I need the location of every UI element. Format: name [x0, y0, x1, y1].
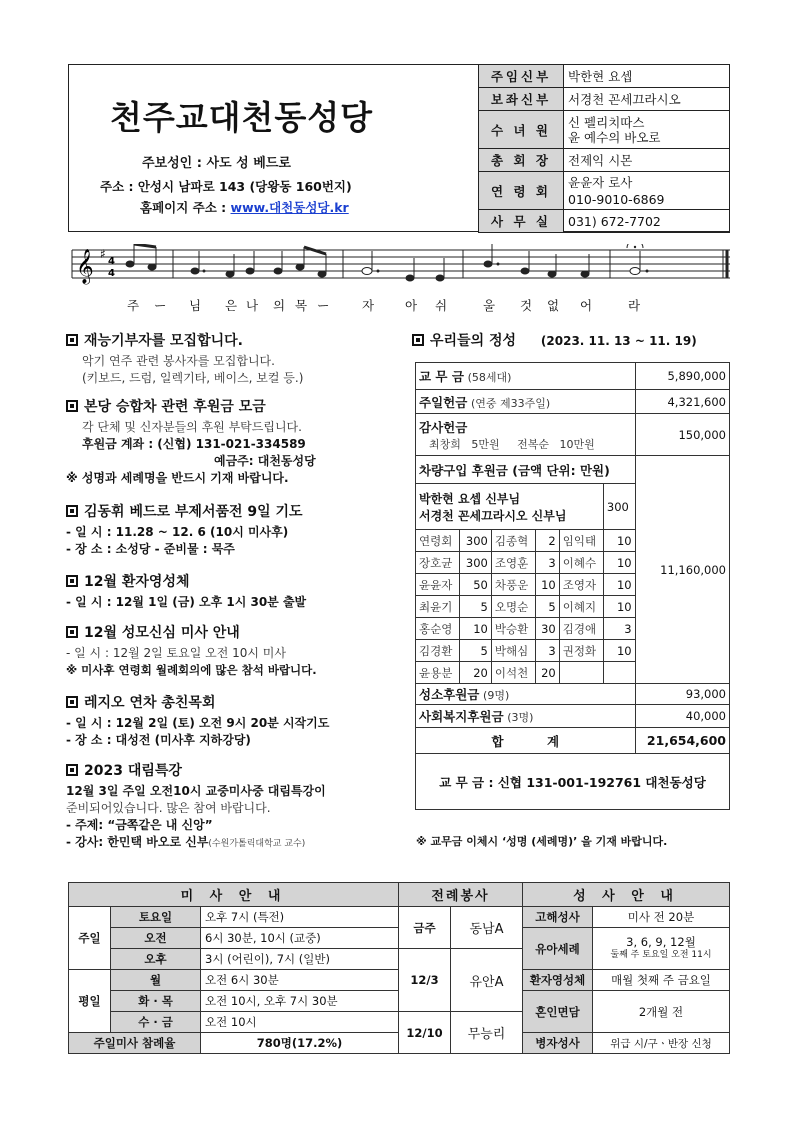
donor-amount: 2 — [536, 530, 560, 552]
donor-amount: 30 — [536, 618, 560, 640]
donor-name: 이혜지 — [559, 596, 603, 618]
notice-line: - 일 시 : 11.28 ~ 12. 6 (10시 미사후) — [66, 525, 289, 539]
notice-line: ※ 성명과 세례명을 반드시 기재 바랍니다. — [66, 471, 289, 485]
notice-sick-communion — [66, 571, 406, 611]
row-note: 최창희 5만원 전복순 10만원 — [429, 437, 595, 451]
staff-role: 주임신부 — [479, 65, 564, 88]
donor-amount: 3 — [536, 552, 560, 574]
notice-line: ※ 미사후 연령회 월례회의에 많은 참석 바랍니다. — [66, 663, 317, 677]
donor-amount: 20 — [536, 662, 560, 684]
sacrament-name: 혼인면담 — [523, 991, 593, 1033]
donor-name: 홍순영 — [416, 618, 460, 640]
notice-line: - 일 시 : 12월 2일 토요일 오전 10시 미사 — [66, 646, 286, 660]
mass-time: 오전 10시, 오후 7시 30분 — [201, 991, 399, 1012]
donor-name: 박승환 — [491, 618, 535, 640]
parish-title: 천주교대천동성당 — [110, 98, 374, 137]
notice-line: 12월 3일 주일 오전10시 교중미사중 대림특강이 — [66, 784, 326, 798]
offering-heading — [412, 330, 732, 353]
staff-role: 총 회 장 — [479, 149, 564, 172]
mass-time: 6시 30분, 10시 (교중) — [201, 928, 399, 949]
sacrament-detail: 위급 시/구ㆍ반장 신청 — [593, 1033, 730, 1054]
lyric: 목 — [295, 298, 308, 313]
row-note: (58세대) — [467, 371, 512, 384]
lyric: 것 — [520, 298, 533, 313]
total-amount: 21,654,600 — [635, 728, 729, 754]
donor-name: 연령회 — [416, 530, 460, 552]
sacrament-detail: 둘째 주 토요일 오전 11시 — [610, 949, 712, 960]
notice-title: 12월 성모신심 미사 안내 — [84, 625, 240, 641]
staff-name: 031) 672-7702 — [564, 210, 730, 233]
lyric: 쉬 — [435, 298, 448, 313]
lyric: ー — [317, 298, 330, 313]
checkbox-square-icon — [66, 334, 78, 346]
donor-amount: 10 — [603, 640, 635, 662]
notice-title: 재능기부자를 모집합니다. — [84, 333, 243, 349]
notice-van — [66, 396, 406, 487]
donor-amount: 20 — [460, 662, 492, 684]
lyric: 은 — [225, 298, 238, 313]
lyric: 울 — [483, 298, 496, 313]
priest-amount: 300 — [603, 484, 635, 530]
donor-name: 최윤기 — [416, 596, 460, 618]
sacrament-name: 병자성사 — [523, 1033, 593, 1054]
offering-title: 우리들의 정성 — [430, 333, 517, 349]
mass-header: 미 사 안 내 — [69, 883, 399, 907]
checkbox-square-icon — [412, 334, 424, 346]
lyric: 아 — [405, 298, 418, 313]
mass-time: 오전 6시 30분 — [201, 970, 399, 991]
donor-name: 김경애 — [559, 618, 603, 640]
staff-name: 전제익 시몬 — [564, 149, 730, 172]
donor-name: 김경환 — [416, 640, 460, 662]
notice-title: 본당 승합차 관련 후원금 모금 — [84, 399, 266, 415]
notice-line: 각 단체 및 신자분들의 후원 부탁드립니다. — [82, 420, 302, 434]
donor-amount: 50 — [460, 574, 492, 596]
homepage: 홈페이지 주소 : www.대천동성당.kr — [140, 200, 349, 215]
sacrament-name: 환자영성체 — [523, 970, 593, 991]
mass-slot: 토요일 — [111, 907, 201, 928]
homepage-link[interactable]: www.대천동성당.kr — [230, 200, 349, 215]
sunday-label: 주일 — [69, 907, 111, 970]
donor-amount: 10 — [603, 574, 635, 596]
donor-amount: 10 — [460, 618, 492, 640]
row-label: 사회복지후원금 — [419, 709, 504, 724]
notice-line: - 일 시 : 12월 2일 (토) 오전 9시 20분 시작기도 — [66, 716, 330, 730]
donor-name: 조영자 — [559, 574, 603, 596]
donor-name: 차풍운 — [491, 574, 535, 596]
speaker-note: (수원가톨릭대학교 교수) — [208, 839, 306, 849]
serve-date: 12/3 — [399, 949, 451, 1012]
staff-role: 연 령 회 — [479, 172, 564, 210]
mass-slot: 월 — [111, 970, 201, 991]
donor-amount: 5 — [460, 640, 492, 662]
priest-donor: 박한현 요셉 신부님 — [419, 491, 521, 506]
notice-line: (키보드, 드럼, 일렉기타, 베이스, 보컬 등.) — [82, 371, 304, 385]
lyric: 없 — [547, 298, 560, 313]
mass-time: 오전 10시 — [201, 1012, 399, 1033]
donor-name: 김종혁 — [491, 530, 535, 552]
offering-period: (2023. 11. 13 ~ 11. 19) — [540, 334, 697, 348]
vehicle-title: 차량구입 후원금 (금액 단위: 만원) — [416, 456, 636, 484]
checkbox-square-icon — [66, 626, 78, 638]
donor-amount: 10 — [603, 530, 635, 552]
notice-marian-mass — [66, 622, 406, 679]
serve-group: 동남A — [451, 907, 523, 949]
staff-name: 윤윤자 로사 — [568, 174, 633, 190]
checkbox-square-icon — [66, 696, 78, 708]
donor-amount: 5 — [460, 596, 492, 618]
checkbox-square-icon — [66, 575, 78, 587]
serve-date: 12/10 — [399, 1012, 451, 1054]
mass-slot: 화 · 목 — [111, 991, 201, 1012]
row-label: 감사헌금 — [419, 419, 468, 435]
notice-line: - 주제: “금쪽같은 내 신앙” — [66, 818, 213, 832]
notice-line: - 장 소 : 대성전 (미사후 지하강당) — [66, 733, 251, 747]
donor-amount: 300 — [460, 530, 492, 552]
treble-clef-icon: 𝄞 — [76, 249, 94, 284]
checkbox-square-icon — [66, 400, 78, 412]
donor-name: 윤윤자 — [416, 574, 460, 596]
row-note: (3명) — [507, 711, 534, 724]
donor-amount: 10 — [536, 574, 560, 596]
donor-name: 권정화 — [559, 640, 603, 662]
sacrament-name: 고해성사 — [523, 907, 593, 928]
notice-advent-lecture — [66, 760, 406, 853]
row-amount: 150,000 — [635, 414, 729, 456]
offering-table — [415, 362, 730, 810]
notice-title: 12월 환자영성체 — [84, 574, 190, 590]
notice-title: 김동휘 베드로 부제서품전 9일 기도 — [84, 504, 303, 520]
address: 주소 : 안성시 남파로 143 (당왕동 160번지) — [100, 179, 352, 194]
mass-slot: 오후 — [111, 949, 201, 970]
sacrament-detail: 미사 전 20분 — [593, 907, 730, 928]
row-amount: 93,000 — [635, 684, 729, 705]
svg-text:4: 4 — [108, 268, 115, 279]
row-amount: 5,890,000 — [635, 363, 729, 390]
notice-talent — [66, 330, 406, 387]
staff-name: 서경천 꼰세끄라시오 — [564, 88, 730, 111]
mass-time: 3시 (어린이), 7시 (일반) — [201, 949, 399, 970]
lyrics-line — [70, 296, 730, 316]
lyric: 자 — [362, 298, 375, 313]
mass-slot: 수 · 금 — [111, 1012, 201, 1033]
notice-line: - 일 시 : 12월 1일 (금) 오후 1시 30분 출발 — [66, 595, 307, 609]
donor-name: 이혜수 — [559, 552, 603, 574]
notice-line: - 장 소 : 소성당 - 준비물 : 묵주 — [66, 542, 235, 556]
donor-amount: 3 — [603, 618, 635, 640]
patron-saint: 주보성인 : 사도 성 베드로 — [142, 156, 291, 171]
weekday-label: 평일 — [69, 970, 111, 1033]
sacrament-detail: 매월 첫째 주 금요일 — [593, 970, 730, 991]
lyric: 어 — [580, 298, 593, 313]
donor-amount: 10 — [603, 552, 635, 574]
row-note: (9명) — [483, 689, 510, 702]
staff-name: 박한현 요셉 — [564, 65, 730, 88]
donor-amount: 10 — [603, 596, 635, 618]
vehicle-amount: 11,160,000 — [635, 456, 729, 684]
row-label: 성소후원금 — [419, 687, 480, 702]
lyric: 의 — [273, 298, 286, 313]
donor-name: 조영훈 — [491, 552, 535, 574]
notice-novena — [66, 501, 406, 558]
notice-line: 준비되어있습니다. 많은 참여 바랍니다. — [66, 801, 271, 815]
donor-amount: 5 — [536, 596, 560, 618]
lyric: 주 — [127, 298, 140, 313]
svg-text:♯: ♯ — [100, 247, 106, 261]
donor-name: 오명순 — [491, 596, 535, 618]
sacrament-detail: 2개월 전 — [593, 991, 730, 1033]
donor-name: 윤용분 — [416, 662, 460, 684]
staff-name: 윤 예수의 바오로 — [568, 129, 661, 145]
serve-header: 전례봉사 — [399, 883, 523, 907]
serve-group: 유안A — [451, 949, 523, 1012]
checkbox-square-icon — [66, 505, 78, 517]
lyric: 님 — [189, 298, 202, 313]
sacrament-header: 성 사 안 내 — [523, 883, 730, 907]
notice-legio — [66, 692, 406, 749]
notice-line: 악기 연주 관련 봉사자를 모집합니다. — [82, 354, 275, 368]
staff-role: 수 녀 원 — [479, 111, 564, 149]
serve-date: 금주 — [399, 907, 451, 949]
account-holder: 예금주: 대천동성당 — [214, 454, 316, 468]
priest-donor: 서경천 꼰세끄라시오 신부님 — [419, 508, 567, 523]
mass-schedule-table — [68, 882, 730, 1054]
donor-amount: 300 — [460, 552, 492, 574]
donor-amount: 3 — [536, 640, 560, 662]
row-label: 주일헌금 — [419, 394, 468, 410]
notice-line: - 강사: 한민택 바오로 신부 — [66, 835, 209, 849]
lyric: 라 — [628, 298, 641, 313]
notice-title: 레지오 연차 총친목회 — [84, 695, 216, 711]
staff-table — [478, 64, 730, 233]
donor-name: 이석천 — [491, 662, 535, 684]
row-amount: 4,321,600 — [635, 390, 729, 414]
staff-phone: 010-9010-6869 — [568, 191, 665, 207]
lyric: ー — [154, 298, 167, 313]
tithe-account: 교 무 금 : 신협 131-001-192761 대천동성당 — [416, 754, 730, 810]
sacrament-name: 유아세례 — [523, 928, 593, 970]
serve-group: 무능리 — [451, 1012, 523, 1054]
staff-name: 신 펠리치따스 — [568, 114, 645, 130]
svg-text:4: 4 — [108, 256, 115, 267]
mass-time: 오후 7시 (특전) — [201, 907, 399, 928]
attendance-value: 780명(17.2%) — [201, 1033, 399, 1054]
donor-name: 임익태 — [559, 530, 603, 552]
donor-name: 장호균 — [416, 552, 460, 574]
tithe-note: ※ 교무금 이체시 ‘성명 (세례명)’ 을 기재 바랍니다. — [416, 835, 668, 848]
lyric: 나 — [246, 298, 259, 313]
row-note: (연중 제33주일) — [470, 396, 551, 410]
row-amount: 40,000 — [635, 705, 729, 728]
staff-role: 사 무 실 — [479, 210, 564, 233]
sacrament-detail: 3, 6, 9, 12월 — [626, 934, 696, 949]
donor-name: 박해심 — [491, 640, 535, 662]
row-label: 교 무 금 — [419, 369, 464, 384]
mass-slot: 오전 — [111, 928, 201, 949]
notice-title: 2023 대림특강 — [84, 763, 182, 779]
attendance-label: 주일미사 참례율 — [69, 1033, 201, 1054]
staff-role: 보좌신부 — [479, 88, 564, 111]
total-label: 합 계 — [416, 728, 636, 754]
checkbox-square-icon — [66, 764, 78, 776]
bank-account: 후원금 계좌 : (신협) 131-021-334589 — [82, 437, 306, 451]
